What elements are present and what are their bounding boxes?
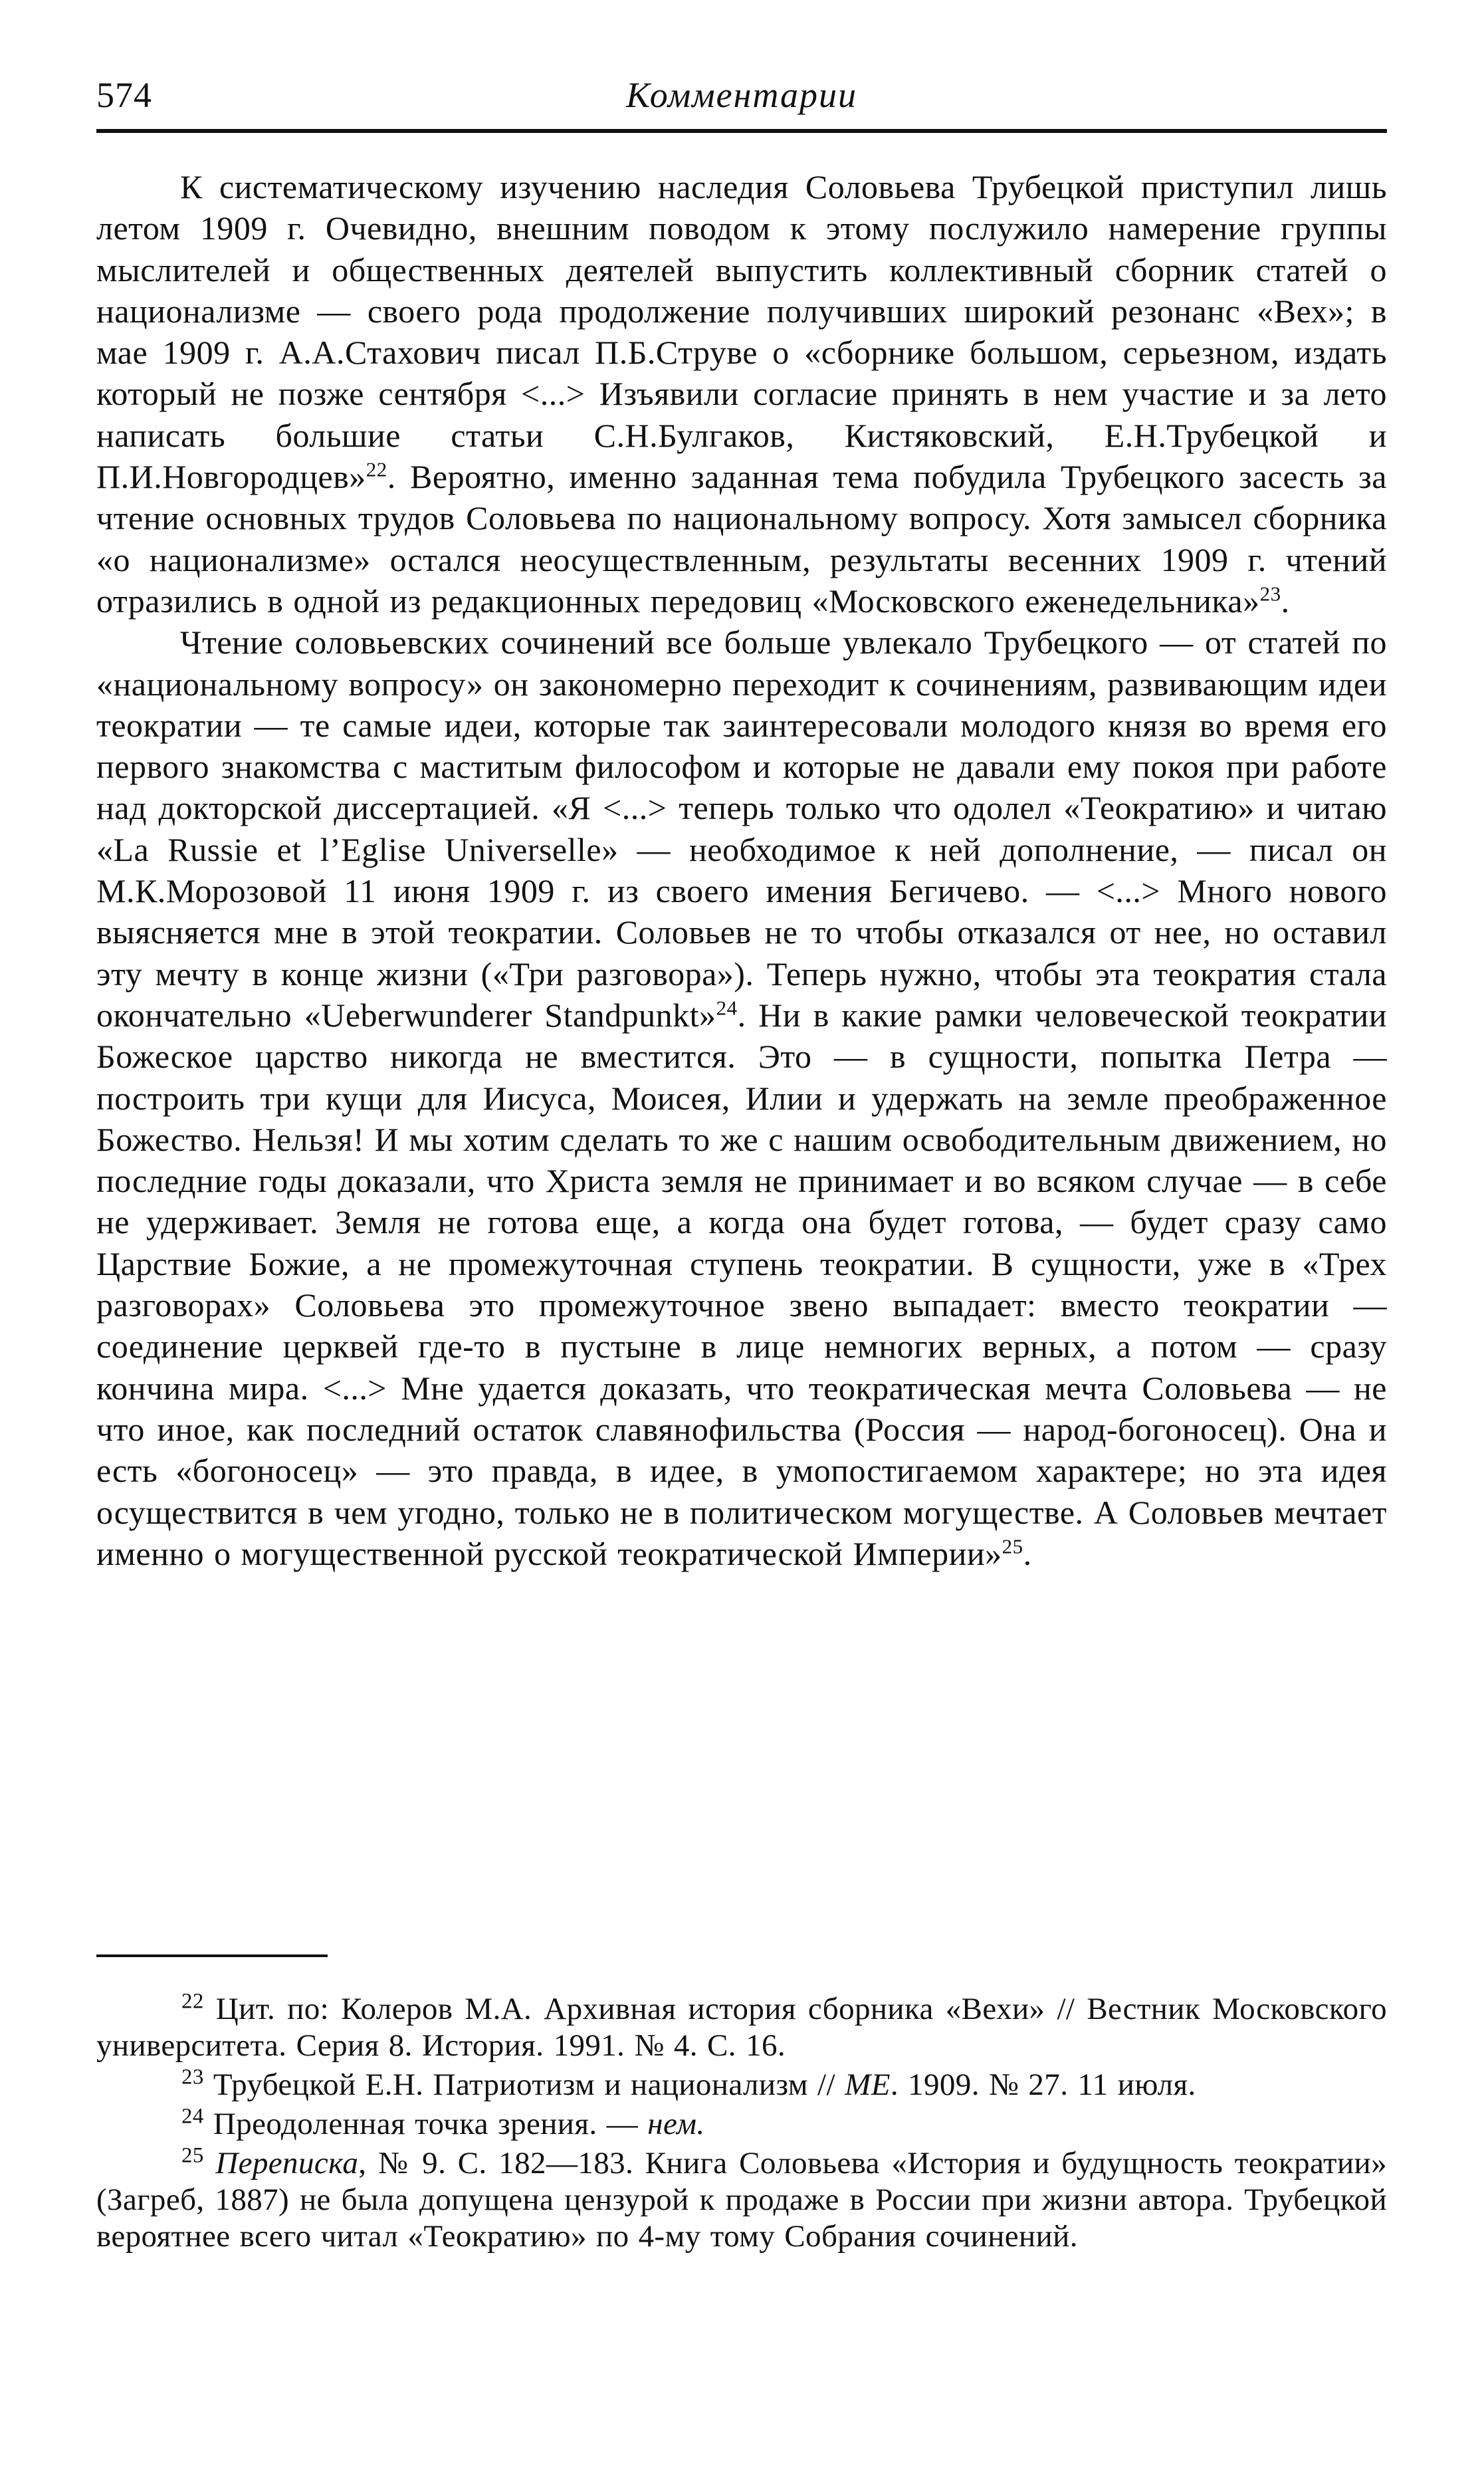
footnote-24 — [96, 2106, 1387, 2143]
footnote-text: Трубецкой Е.Н. Патриотизм и национализм // — [213, 2067, 845, 2102]
main-text — [96, 166, 1387, 1574]
footnote-italic-source: Переписка — [215, 2146, 359, 2180]
footnote-text: Цит. по: Колеров М.А. Архивная история сборника «Вехи» // Вестник Московского университета. Серия 8. История. 1991. № 4. С. 16. — [96, 1992, 1387, 2063]
footnote-text: , № 9. С. 182—183. Книга Соловьева «История и будущность теократии» (Загреб, 1887) не была допущена цензурой к продаже в России при жизни автора. Трубецкой вероятнее всего читал «Теократию» по 4-му тому Собрания сочинений. — [96, 2146, 1387, 2254]
paragraph-1 — [96, 166, 1387, 622]
footnote-ref-23: 23 — [1259, 582, 1281, 606]
footnote-ref-25: 25 — [1002, 1534, 1023, 1558]
footnote-23 — [96, 2067, 1387, 2103]
footnote-number: 25 — [181, 2143, 204, 2168]
paragraph-2-text-c: . — [1023, 1534, 1032, 1572]
footnote-number: 22 — [181, 1989, 204, 2014]
running-title: Комментарии — [625, 75, 858, 115]
footnote-text: . 1909. № 27. 11 июля. — [890, 2067, 1196, 2102]
footnote-italic-language: нем. — [647, 2107, 705, 2141]
paragraph-2-text-b: . Ни в какие рамки человеческой теократии Божеское царство никогда не вместится. Это — в сущности, попытка Петра — построить три кущи для Иисуса, Моисея, Илии и удержать на земле преображенное Божество. Нельзя! И мы хотим сделать то же с нашим освободительным движением, но последние годы доказали, что Христа земля не принимает и во всяком случае — в себе не удерживает. Земля не готова еще, а когда она будет готова, — будет сразу само Царствие Божие, а не промежуточная ступень теократии. В сущности, уже в «Трех разговорах» Соловьева это промежуточное звено выпадает: вместо теократии — соединение церквей где-то в пустыне в лице немногих верных, а потом — сразу кончина мира. <...> Мне удается доказать, что теократическая мечта Соловьева — не что иное, как последний остаток славянофильства (Россия — народ-богоносец). Она и есть «богоносец» — это правда, в идее, в умопостигаемом характере; но эта идея осуществится в чем угодно, только не в политическом могуществе. А Соловьев мечтает именно о могущественной русской теократической Империи» — [96, 996, 1387, 1572]
paragraph-2 — [96, 622, 1387, 1574]
page-number: 574 — [96, 75, 152, 115]
footnote-italic-abbreviation: МЕ — [845, 2067, 891, 2102]
paragraph-1-text-c: . — [1281, 582, 1290, 620]
footnote-rule — [96, 1954, 328, 1957]
paragraph-1-text-b: . Вероятно, именно заданная тема побудила Трубецкого засесть за чтение основных трудов Соловьева по национальному вопросу. Хотя замысел сборника «о национализме» остался неосуществленным, результаты весенних 1909 г. чтений отразились в одной из редакционных передовиц «Московского еженедельника» — [96, 458, 1387, 620]
footnote-number: 24 — [181, 2104, 204, 2129]
footnotes — [96, 1991, 1387, 2258]
footnote-number: 23 — [181, 2065, 204, 2089]
footnote-22 — [96, 1991, 1387, 2064]
footnote-25 — [96, 2145, 1387, 2255]
paragraph-2-text-a: Чтение соловьевских сочинений все больше увлекало Трубецкого — от статей по «национальному вопросу» он закономерно переходит к сочинениям, развивающим идеи теократии — те самые идеи, которые так заинтересовали молодого князя во время его первого знакомства с маститым философом и которые не давали ему покоя при работе над докторской диссертацией. «Я <...> теперь только что одолел «Теократию» и читаю «La Russie et l’Eglise Universelle» — необходимое к ней дополнение, — писал он М.К.Морозовой 11 июня 1909 г. из своего имения Бегичево. — <...> Много нового выясняется мне в этой теократии. Соловьев не то чтобы отказался от нее, но оставил эту мечту в конце жизни («Три разговора»). Теперь нужно, чтобы эта теократия стала окончательно «Ueberwunderer Standpunkt» — [96, 624, 1387, 1034]
footnote-text: Преодоленная точка зрения. — — [213, 2107, 648, 2141]
footnote-ref-22: 22 — [366, 457, 387, 481]
paragraph-1-text-a: К систематическому изучению наследия Соловьева Трубецкой приступил лишь летом 1909 г. Очевидно, внешним поводом к этому послужило намерение группы мыслителей и общественных деятелей выпустить коллективный сборник статей о национализме — своего рода продолжение получивших широкий резонанс «Вех»; в мае 1909 г. А.А.Стахович писал П.Б.Струве о «сборнике большом, серьезном, издать который не позже сентября <...> Изъявили согласие принять в нем участие и за лето написать большие статьи С.Н.Булгаков, Кистяковский, Е.Н.Трубецкой и П.И.Новгородцев» — [96, 168, 1387, 496]
footnote-ref-24: 24 — [716, 996, 738, 1020]
header-rule — [96, 129, 1387, 133]
page-header — [96, 72, 1387, 129]
